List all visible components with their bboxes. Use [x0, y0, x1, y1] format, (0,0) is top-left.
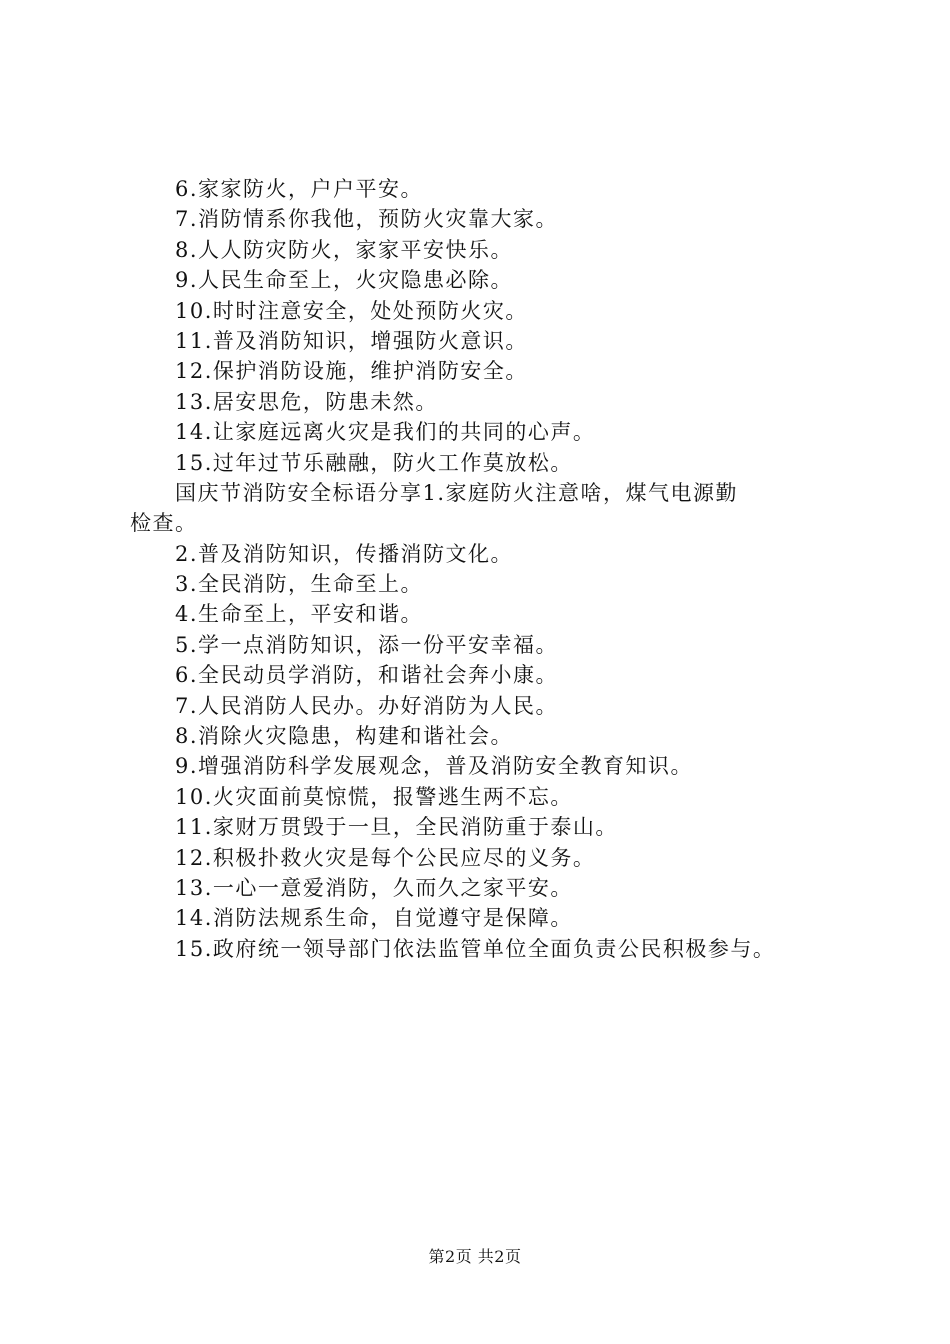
slogan-line: 15.过年过节乐融融，防火工作莫放松。 — [175, 450, 573, 475]
slogan-line: 9.增强消防科学发展观念，普及消防安全教育知识。 — [175, 754, 694, 779]
slogan-line: 13.居安思危，防患未然。 — [175, 389, 438, 414]
slogan-line: 11.普及消防知识，增强防火意识。 — [175, 328, 528, 353]
slogan-line: 14.消防法规系生命，自觉遵守是保障。 — [175, 906, 573, 931]
slogan-line: 12.保护消防设施，维护消防安全。 — [175, 359, 528, 384]
slogan-line: 7.消防情系你我他，预防火灾靠大家。 — [175, 207, 559, 232]
slogan-line: 9.人民生命至上，火灾隐患必除。 — [175, 268, 514, 293]
slogan-line: 6.家家防火，户户平安。 — [175, 177, 424, 201]
slogan-line: 7.人民消防人民办。办好消防为人民。 — [175, 693, 559, 718]
slogan-line: 8.人人防灾防火，家家平安快乐。 — [175, 237, 514, 262]
section-heading-continuation: 检查。 — [130, 511, 198, 536]
slogan-line: 15.政府统一领导部门依法监管单位全面负责公民积极参与。 — [175, 936, 776, 961]
slogan-line: 2.普及消防知识，传播消防文化。 — [175, 541, 514, 566]
slogan-line: 11.家财万贯毁于一旦，全民消防重于泰山。 — [175, 815, 618, 840]
slogan-line: 5.学一点消防知识，添一份平安幸福。 — [175, 632, 559, 657]
slogan-line: 4.生命至上，平安和谐。 — [175, 602, 424, 627]
document-body — [130, 174, 850, 964]
slogan-line: 3.全民消防，生命至上。 — [175, 572, 424, 597]
slogan-line: 12.积极扑救火灾是每个公民应尽的义务。 — [175, 845, 596, 870]
slogan-line: 8.消除火灾隐患，构建和谐社会。 — [175, 724, 514, 749]
section-heading-line: 国庆节消防安全标语分享1.家庭防火注意啥，煤气电源勤 — [175, 480, 739, 505]
page-number-footer: 第2页 共2页 — [428, 1247, 522, 1266]
slogan-line: 6.全民动员学消防，和谐社会奔小康。 — [175, 663, 559, 688]
slogan-line: 13.一心一意爱消防，久而久之家平安。 — [175, 875, 573, 900]
slogan-line: 10.火灾面前莫惊慌，报警逃生两不忘。 — [175, 784, 573, 809]
slogan-line: 10.时时注意安全，处处预防火灾。 — [175, 298, 528, 323]
slogan-line: 14.让家庭远离火灾是我们的共同的心声。 — [175, 420, 596, 445]
